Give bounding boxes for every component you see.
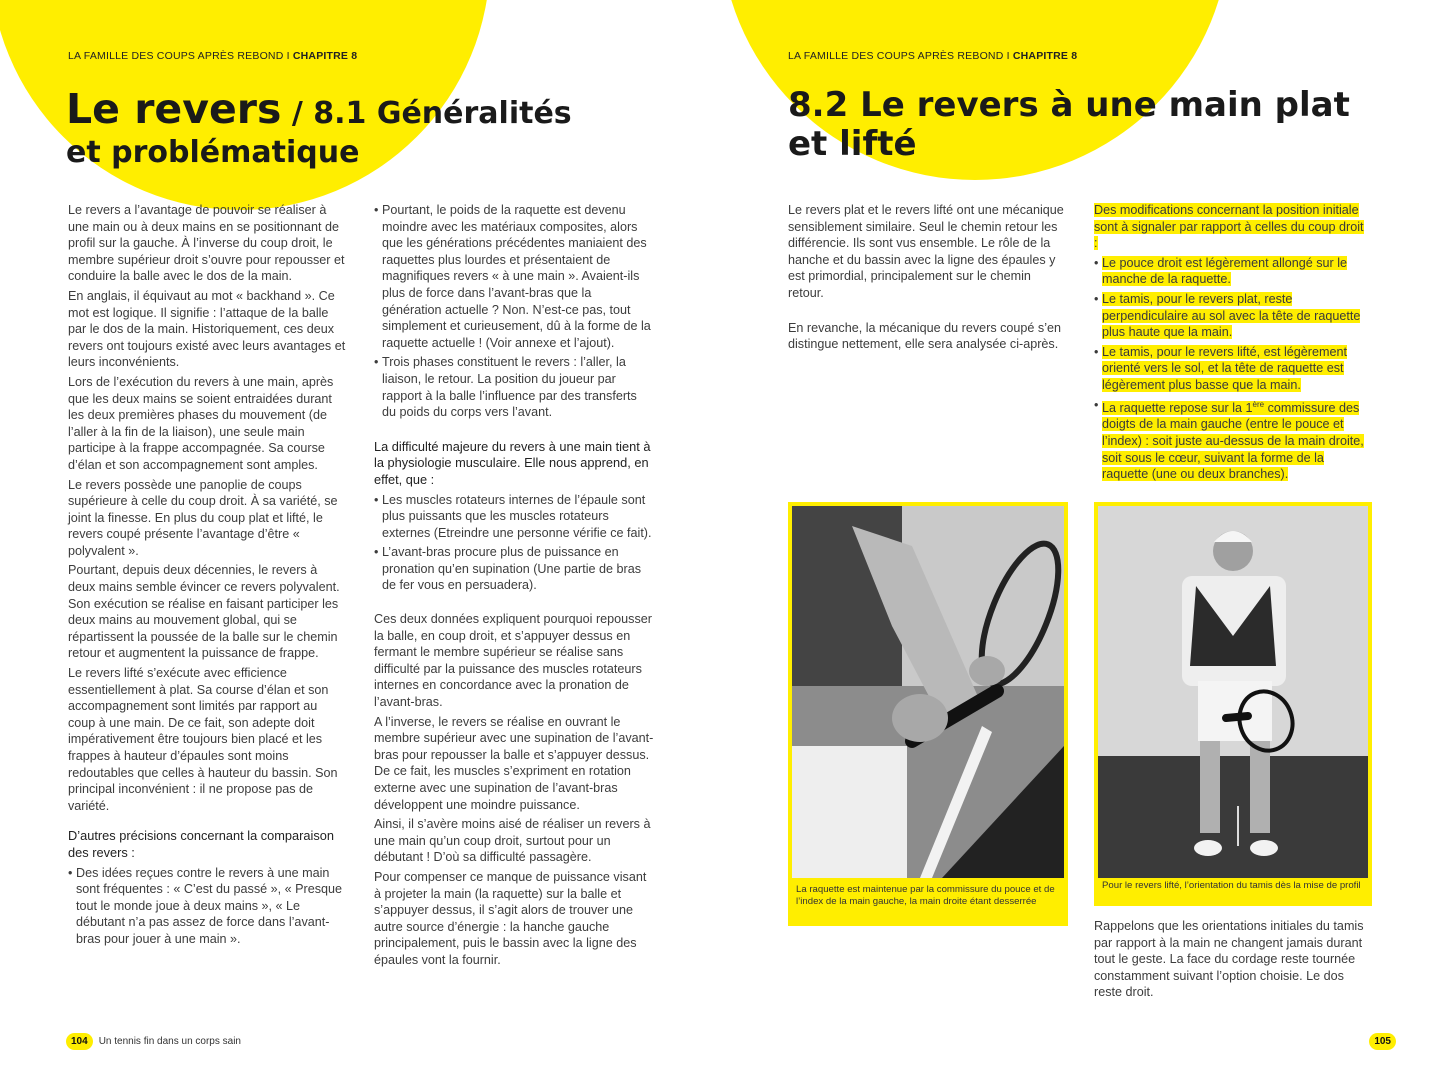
paragraph: Le revers lifté s’exécute avec efficience essentiellement à plat. Sa course d’élan et son accompagnement sont limités par rapport au coup à une main. De ce fait, son adepte doit impérativement être toujours bien placé et les frappes à hauteur d’épaules sont moins redoutables que celles à hauteur du bassin. Son principal inconvénient : il ne propose pas de variété. [68, 666, 338, 813]
paragraph: Lors de l’exécution du revers à une main, après que les deux mains se soient entraidées durant les deux premières phases du mouvement (de l’aller à la fin de la liaison), une seule main participe à la frappe accompagnée. Sa course d’élan et son accompagnement sont amples. [68, 374, 334, 472]
highlight-text: Le pouce droit est légèrement allongé sur le manche de la raquette. [1102, 255, 1348, 287]
page-title [788, 86, 1408, 164]
lead-paragraph: D’autres précisions concernant la comparaison des revers : [68, 828, 335, 860]
title-line2: et lifté [788, 124, 917, 165]
list-item: • Les muscles rotateurs internes de l’épaule sont plus puissants que les muscles rotateurs externes (Etreindre une personne vérifie ce fait). [374, 492, 654, 542]
page-footer [66, 1033, 241, 1050]
list-item [1094, 291, 1370, 341]
title-main: Le revers [66, 85, 282, 133]
title-line1: 8.2 Le revers à une main plat [788, 85, 1350, 125]
list-item: • Des idées reçues contre le revers à une main sont fréquentes : « C’est du passé », « Presque tout le monde joue à deux mains », « Le débutant n’a pas assez de force dans l’avant-bras pour jouer à une main ». [68, 865, 346, 948]
paragraph: Le revers a l’avantage de pouvoir se réaliser à une main ou à deux mains en se positionnant de profil sur la gauche. À l’inverse du coup droit, le membre supérieur droit s’ouvre pour repousser et conduire la balle avec le dos de la main. [68, 203, 345, 284]
right-column-1 [788, 202, 1070, 356]
paragraph: Pour compenser ce manque de puissance visant à projeter la main (la raquette) sur la balle et s’appuyer dessus, il s’agit alors de trouver une autre source d’énergie : la hanche gauche principalement, puis le bassin avec la ligne des épaules vont la fournir. [374, 869, 647, 967]
paragraph: Ainsi, il s’avère moins aisé de réaliser un revers à une main qu’un coup droit, surtout pour un débutant ! D’où sa difficulté passagère. [374, 817, 651, 865]
bullet-list [374, 202, 654, 421]
lead-paragraph: La difficulté majeure du revers à une main tient à la physiologie musculaire. Elle nous apprend, en effet, que : [374, 438, 651, 487]
highlighted-intro [1094, 202, 1370, 252]
left-column-2 [374, 202, 654, 972]
photo-2-frame [1094, 502, 1372, 906]
bullet-list [374, 492, 654, 595]
right-page [720, 0, 1440, 1080]
running-head-chapter: CHAPITRE 8 [292, 50, 358, 62]
page-title [66, 86, 686, 171]
highlight-text: Le tamis, pour le revers plat, reste perpendiculaire au sol avec la tête de raquette plus haute que la main. [1102, 291, 1361, 340]
photo-backhand-grip-closeup [792, 506, 1064, 878]
paragraph: Rappelons que les orientations initiales du tamis par rapport à la main ne changent jamais durant tout le geste. La face du cordage reste tournée constamment suivant l’option choisie. Le dos reste droit. [1094, 919, 1364, 1000]
running-head [788, 50, 1077, 62]
photo-2-caption: Pour le revers lifté, l’orientation du tamis dès la mise de profil [1102, 880, 1361, 891]
paragraph: Le revers possède une panoplie de coups supérieure à celle du coup droit. À sa variété, se joint la finesse. En plus du coup plat et lifté, le revers coupé présente l’avantage d’être « polyvalent ». [68, 477, 338, 558]
left-column-1 [68, 202, 346, 951]
list-item [1094, 397, 1370, 483]
paragraph: Ces deux données expliquent pourquoi repousser la balle, en coup droit, et s’appuyer dessus en fermant le membre supérieur se réalise sans difficulté par la puissance des muscles rotateurs internes en concordance avec la pronation de l’avant-bras. [374, 612, 652, 710]
right-bottom-paragraph [1094, 918, 1372, 1004]
photo-player-ready-position [1098, 506, 1368, 878]
running-head-text: LA FAMILLE DES COUPS APRÈS REBOND I [68, 50, 293, 62]
paragraph: Le revers plat et le revers lifté ont une mécanique sensiblement similaire. Seul le chemin retour les différencie. Ils sont vus ensemble. Le rôle de la hanche et du bassin avec la ligne des épaules y est primordial, principalement sur le chemin retour. [788, 203, 1064, 300]
page-number: 104 [66, 1033, 93, 1050]
paragraph: En revanche, la mécanique du revers coupé s’en distingue nettement, elle sera analysée ci-après. [788, 320, 1062, 352]
list-item [1094, 255, 1370, 288]
book-title: Un tennis fin dans un corps sain [98, 1036, 241, 1047]
highlight-text: Le tamis, pour le revers lifté, est légèrement orienté vers le sol, et la tête de raquette est légèrement plus basse que la main. [1102, 344, 1347, 392]
running-head-text: LA FAMILLE DES COUPS APRÈS REBOND I [788, 50, 1013, 62]
running-head-chapter: CHAPITRE 8 [1012, 50, 1078, 62]
photo-illustration [792, 506, 1064, 878]
right-column-2-highlighted [1094, 202, 1370, 486]
bullet-list [1094, 255, 1370, 483]
list-item [1094, 344, 1370, 394]
highlight-text [1102, 401, 1364, 481]
superscript: ère [1252, 399, 1265, 409]
list-item: • L’avant-bras procure plus de puissance en pronation qu’en supination (Une partie de bras de fer vous en persuadera). [374, 544, 654, 594]
photo-illustration [1098, 506, 1368, 878]
text-fragment: commissure des doigts de la main gauche (entre le pouce et l’index) : soit juste au-dessus de la main droite, soit sous le cœur, suivant la forme de la raquette (une ou deux branches). [1102, 400, 1364, 482]
photo-1-caption: La raquette est maintenue par la commissure du pouce et de l’index de la main gauche, la main droite étant desserrée [796, 884, 1055, 907]
text-fragment: La raquette repose sur la 1 [1102, 400, 1253, 415]
running-head [68, 50, 357, 62]
bullet-list [68, 865, 346, 948]
page-footer [1369, 1033, 1396, 1050]
highlight-text: Des modifications concernant la position initiale sont à signaler par rapport à celles du coup droit : [1094, 203, 1364, 251]
title-sub-line1: / 8.1 Généralités [281, 96, 572, 131]
list-item: • Trois phases constituent le revers : l’aller, la liaison, le retour. La position du joueur par rapport à la balle l’influence par des transferts du poids du corps vers l’avant. [374, 354, 654, 420]
list-item: • Pourtant, le poids de la raquette est devenu moindre avec les matériaux composites, alors que les générations précédentes maniaient des raquettes plus lourdes et présentaient de magnifiques revers « à une main ». Avaient-ils plus de force dans l’avant-bras que la génération actuelle ? Non. N’est-ce pas, tout simplement et curieusement, dû à la forme de la raquette actuelle ! (Voir annexe et l’ajout). [374, 202, 654, 351]
paragraph: En anglais, il équivaut au mot « backhand ». Ce mot est logique. Il signifie : l’attaque de la balle par le dos de la main. Historiquement, ces deux revers ont toujours existé avec leurs avantages et leurs inconvénients. [68, 288, 346, 370]
photo-1-frame [788, 502, 1068, 926]
paragraph: Pourtant, depuis deux décennies, le revers à deux mains semble évincer ce revers polyvalent. Son exécution se réalise en faisant participer les deux mains au mouvement global, qui se répartissent la poussée de la balle sur le chemin retour et augmentent la puissance de frappe. [68, 563, 340, 661]
page-number: 105 [1369, 1033, 1396, 1050]
title-sub-line2: et problématique [66, 135, 360, 171]
paragraph: A l’inverse, le revers se réalise en ouvrant le membre supérieur avec une supination de l’avant-bras pour repousser la balle et s’appuyer dessus. De ce fait, les muscles s’expriment en rotation externe avec une supination de l’avant-bras développent une moindre puissance. [374, 714, 654, 812]
